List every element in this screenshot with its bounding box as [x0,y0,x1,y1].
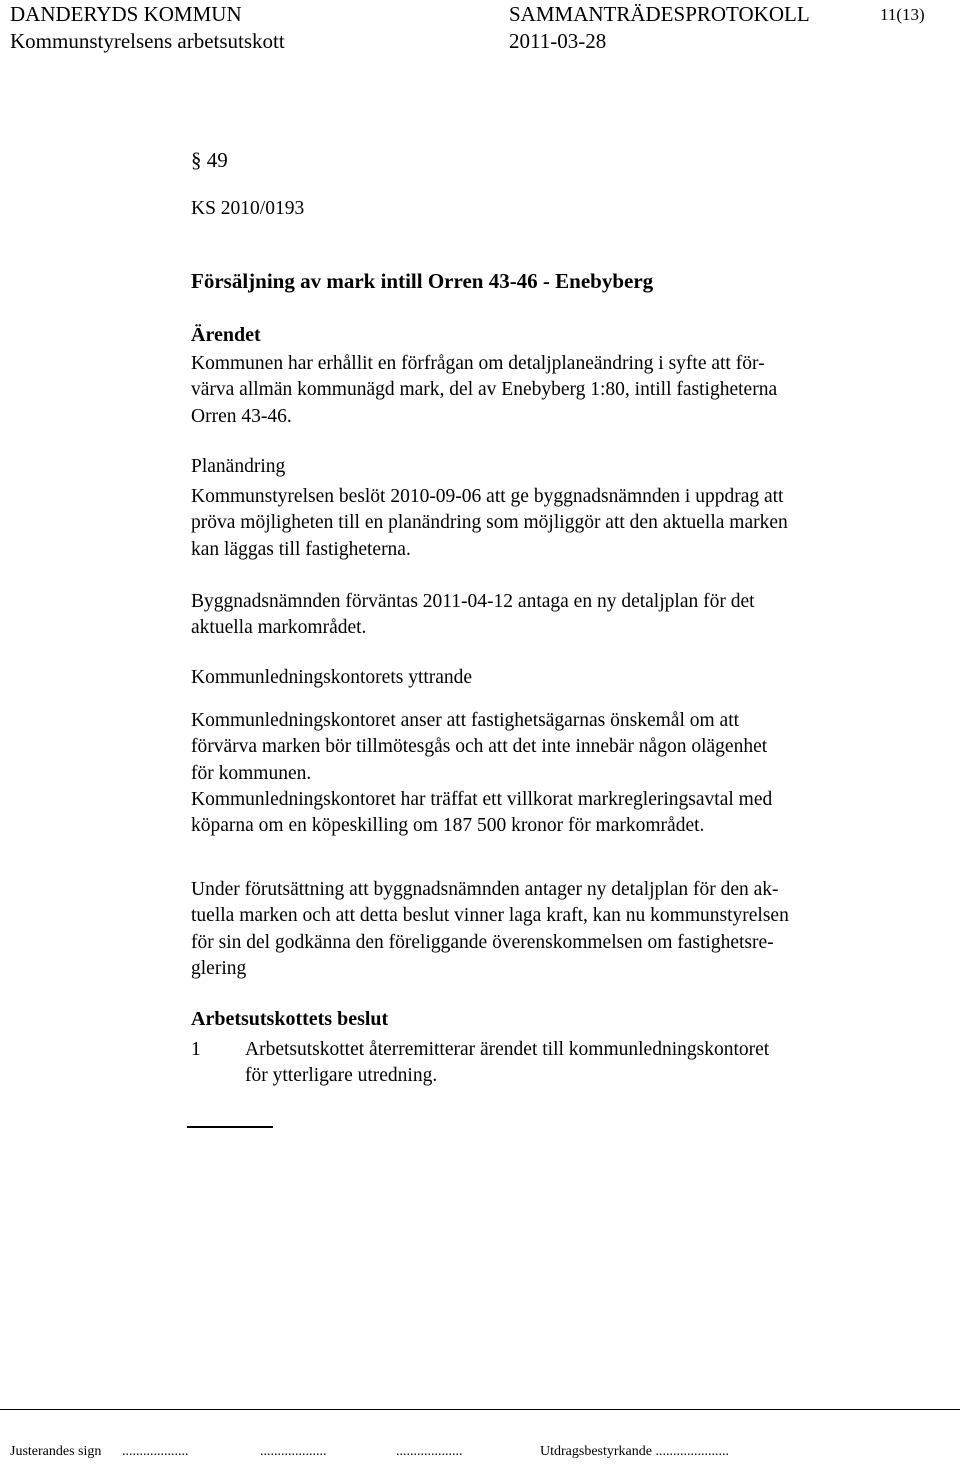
kommunledning-paragraph-2 [191,787,911,840]
document-title: Försäljning av mark intill Orren 43-46 - Enebyberg [191,269,654,293]
header-page-number: 11(13) [880,5,925,24]
paragraph-line: Kommunledningskontoret anser att fastighetsägarnas önskemål om att [191,710,740,731]
paragraph-line: för sin del godkänna den föreliggande överenskommelsen om fastighetsre- [191,931,774,953]
planandring-paragraph [191,484,911,563]
arendet-heading: Ärendet [191,324,261,346]
paragraph-line: pröva möjligheten till en planändring som möjliggör att den aktuella marken [191,512,788,534]
footer-sign-field-2: ................... [260,1444,327,1459]
paragraph-line: Kommunen har erhållit en förfrågan om detaljplaneändring i syfte att för- [191,353,765,374]
paragraph-line: Kommunledningskontoret har träffat ett villkorat markregleringsavtal med [191,789,773,810]
footer-utdrag-label: Utdragsbestyrkande ..................... [540,1444,729,1459]
paragraph-line: köparna om en köpeskilling om 187 500 kronor för markområdet. [191,815,705,837]
paragraph-line: kan läggas till fastigheterna. [191,538,411,560]
paragraph-line: Orren 43-46. [191,405,292,427]
paragraph-line: Arbetsutskottet återremitterar ärendet till kommunledningskontoret [245,1039,770,1060]
beslut-heading: Arbetsutskottets beslut [191,1008,389,1030]
paragraph-line: Under förutsättning att byggnadsnämnden antager ny detaljplan för den ak- [191,879,779,900]
header-department: Kommunstyrelsens arbetsutskott [10,29,285,53]
header-organization: DANDERYDS KOMMUN [10,2,242,26]
footer-divider [0,1409,960,1410]
case-number: KS 2010/0193 [191,198,305,219]
condition-paragraph [191,877,911,983]
planandring-heading: Planändring [191,456,286,477]
paragraph-line: för ytterligare utredning. [245,1065,438,1087]
decision-text [245,1037,769,1090]
kommunledning-paragraph-1 [191,708,911,787]
paragraph-line: tuella marken och att detta beslut vinner laga kraft, kan nu kommunstyrelsen [191,905,789,927]
header-date: 2011-03-28 [509,29,607,53]
signature-line [187,1126,273,1128]
decision-number: 1 [191,1039,201,1060]
footer-sign-field-1: ................... [122,1444,189,1459]
byggnadsnamnden-paragraph [191,589,911,642]
arendet-paragraph [191,351,911,430]
paragraph-line: för kommunen. [191,762,312,784]
footer-sign-field-3: ................... [396,1444,463,1459]
kommunledning-heading: Kommunledningskontorets yttrande [191,667,473,688]
section-number: § 49 [191,148,228,172]
paragraph-line: Kommunstyrelsen beslöt 2010-09-06 att ge byggnadsnämnden i uppdrag att [191,486,784,507]
paragraph-line: aktuella markområdet. [191,617,367,639]
header-doc-type: SAMMANTRÄDESPROTOKOLL [509,2,810,26]
paragraph-line: Byggnadsnämnden förväntas 2011-04-12 antaga en ny detaljplan för det [191,591,755,612]
paragraph-line: glering [191,958,247,980]
footer-sign-label: Justerandes sign [10,1444,102,1459]
paragraph-line: förvärva marken bör tillmötesgås och att det inte innebär någon olägenhet [191,736,768,758]
paragraph-line: värva allmän kommunägd mark, del av Enebyberg 1:80, intill fastigheterna [191,379,778,401]
